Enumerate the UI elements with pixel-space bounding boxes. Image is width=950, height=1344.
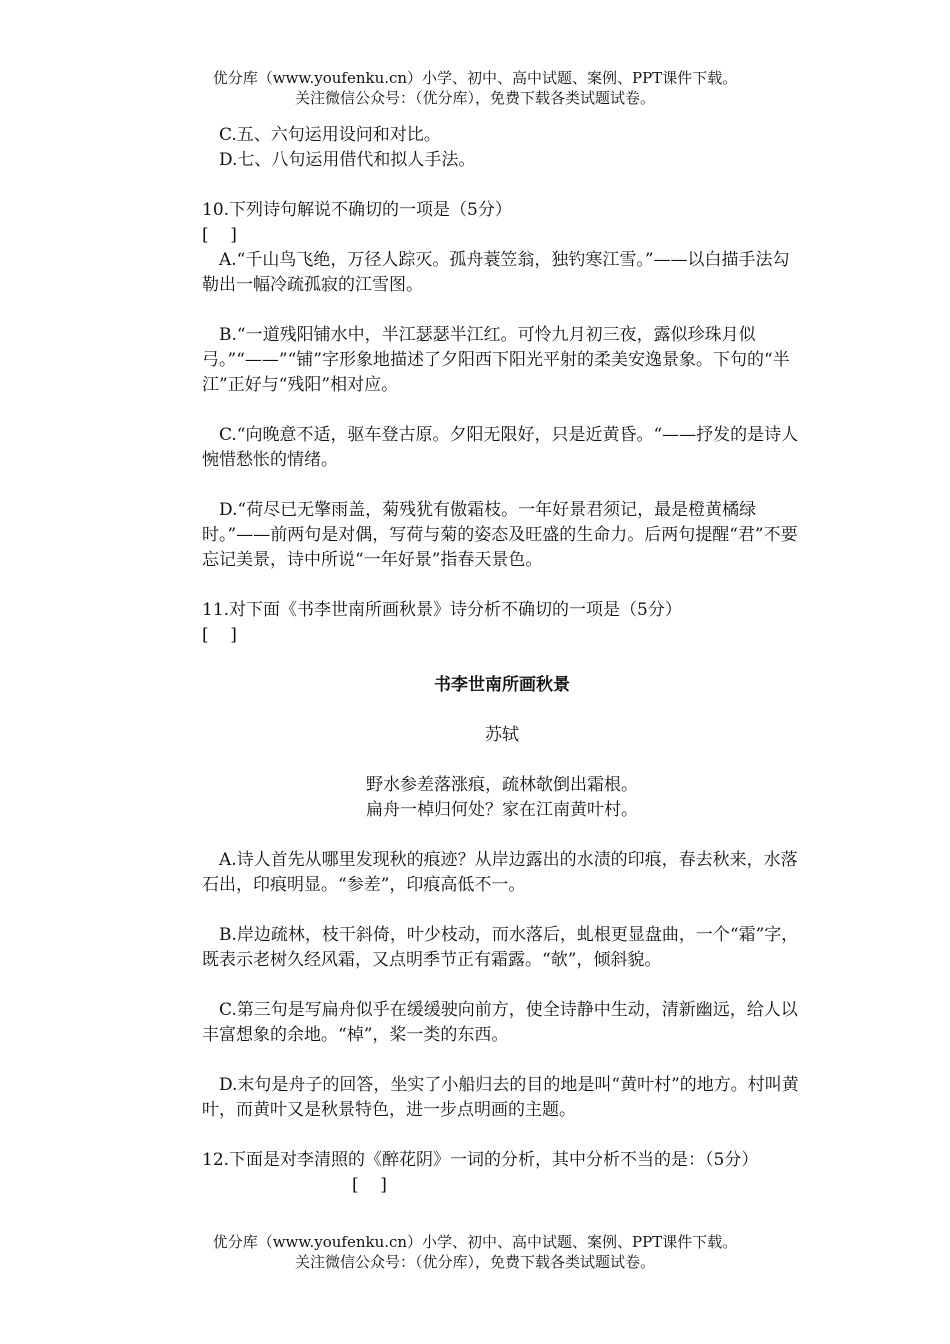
- document-body: [202, 123, 802, 1198]
- header-line-2: 关注微信公众号：（优分库），免费下载各类试题试卷。: [294, 89, 655, 107]
- q12-answer-bracket: [ ]: [352, 1175, 387, 1195]
- page-footer: [0, 1232, 950, 1272]
- q10-option-a: A.“千山鸟飞绝，万径人踪灭。孤舟蓑笠翁，独钓寒江雪。”——以白描手法勾勒出一幅冷疏孤寂的江雪图。: [202, 250, 790, 295]
- q10-option-b: B.“一道残阳铺水中，半江瑟瑟半江红。可怜九月初三夜，露似珍珠月似弓。”“——”“铺”字形象地描述了夕阳西下阳光平射的柔美安逸景象。下句的“半江”正好与“残阳”相对应。: [202, 325, 790, 395]
- footer-line-2: 关注微信公众号：（优分库），免费下载各类试题试卷。: [294, 1253, 655, 1271]
- prev-option-d: D.七、八句运用借代和拟人手法。: [219, 150, 476, 170]
- q11-answer-bracket: [ ]: [202, 625, 237, 645]
- page-header: [0, 68, 950, 108]
- q10-option-c: C.“向晚意不适，驱车登古原。夕阳无限好，只是近黄昏。“——抒发的是诗人惋惜愁怅的情绪。: [202, 425, 799, 470]
- poem-author: 苏轼: [485, 725, 519, 745]
- prev-option-c: C.五、六句运用设问和对比。: [219, 125, 441, 145]
- q10-stem: 10.下列诗句解说不确切的一项是（5分）: [202, 200, 512, 220]
- q10-option-d: D.“荷尽已无擎雨盖，菊残犹有傲霜枝。一年好景君须记，最是橙黄橘绿时。”——前两句是对偶，写荷与菊的姿态及旺盛的生命力。后两句提醒“君”不要忘记美景，诗中所说“一年好景”指春天景色。: [202, 500, 798, 570]
- q11-option-b: B.岸边疏林，枝干斜倚，叶少枝动，而水落后，虬根更显盘曲，一个“霜”字，既表示老树久经风霜，又点明季节正有霜露。“欹”，倾斜貌。: [202, 925, 799, 970]
- footer-line-1: 优分库（www.youfenku.cn）小学、初中、高中试题、案例、PPT课件下载。: [212, 1233, 738, 1251]
- q10-answer-bracket: [ ]: [202, 225, 237, 245]
- poem-line-2: 扁舟一棹归何处？家在江南黄叶村。: [366, 800, 638, 820]
- q11-option-a: A.诗人首先从哪里发现秋的痕迹？从岸边露出的水渍的印痕，春去秋来，水落石出，印痕明显。“参差”，印痕高低不一。: [202, 850, 798, 895]
- poem-title: 书李世南所画秋景: [434, 675, 570, 695]
- q11-option-d: D.末句是舟子的回答，坐实了小船归去的目的地是叫“黄叶村”的地方。村叫黄叶，而黄叶又是秋景特色，进一步点明画的主题。: [202, 1075, 799, 1120]
- poem-line-1: 野水参差落涨痕，疏林欹倒出霜根。: [366, 775, 638, 795]
- q12-stem: [202, 1148, 802, 1198]
- header-line-1: 优分库（www.youfenku.cn）小学、初中、高中试题、案例、PPT课件下载。: [212, 69, 738, 87]
- q11-option-c: C.第三句是写扁舟似乎在缓缓驶向前方，使全诗静中生动，清新幽远，给人以丰富想象的余地。“棹”，桨一类的东西。: [202, 1000, 798, 1045]
- q12-stem-text: 12.下面是对李清照的《醉花阴》一词的分析，其中分析不当的是：（5分）: [202, 1150, 759, 1170]
- q11-stem: 11.对下面《书李世南所画秋景》诗分析不确切的一项是（5分）: [202, 600, 682, 620]
